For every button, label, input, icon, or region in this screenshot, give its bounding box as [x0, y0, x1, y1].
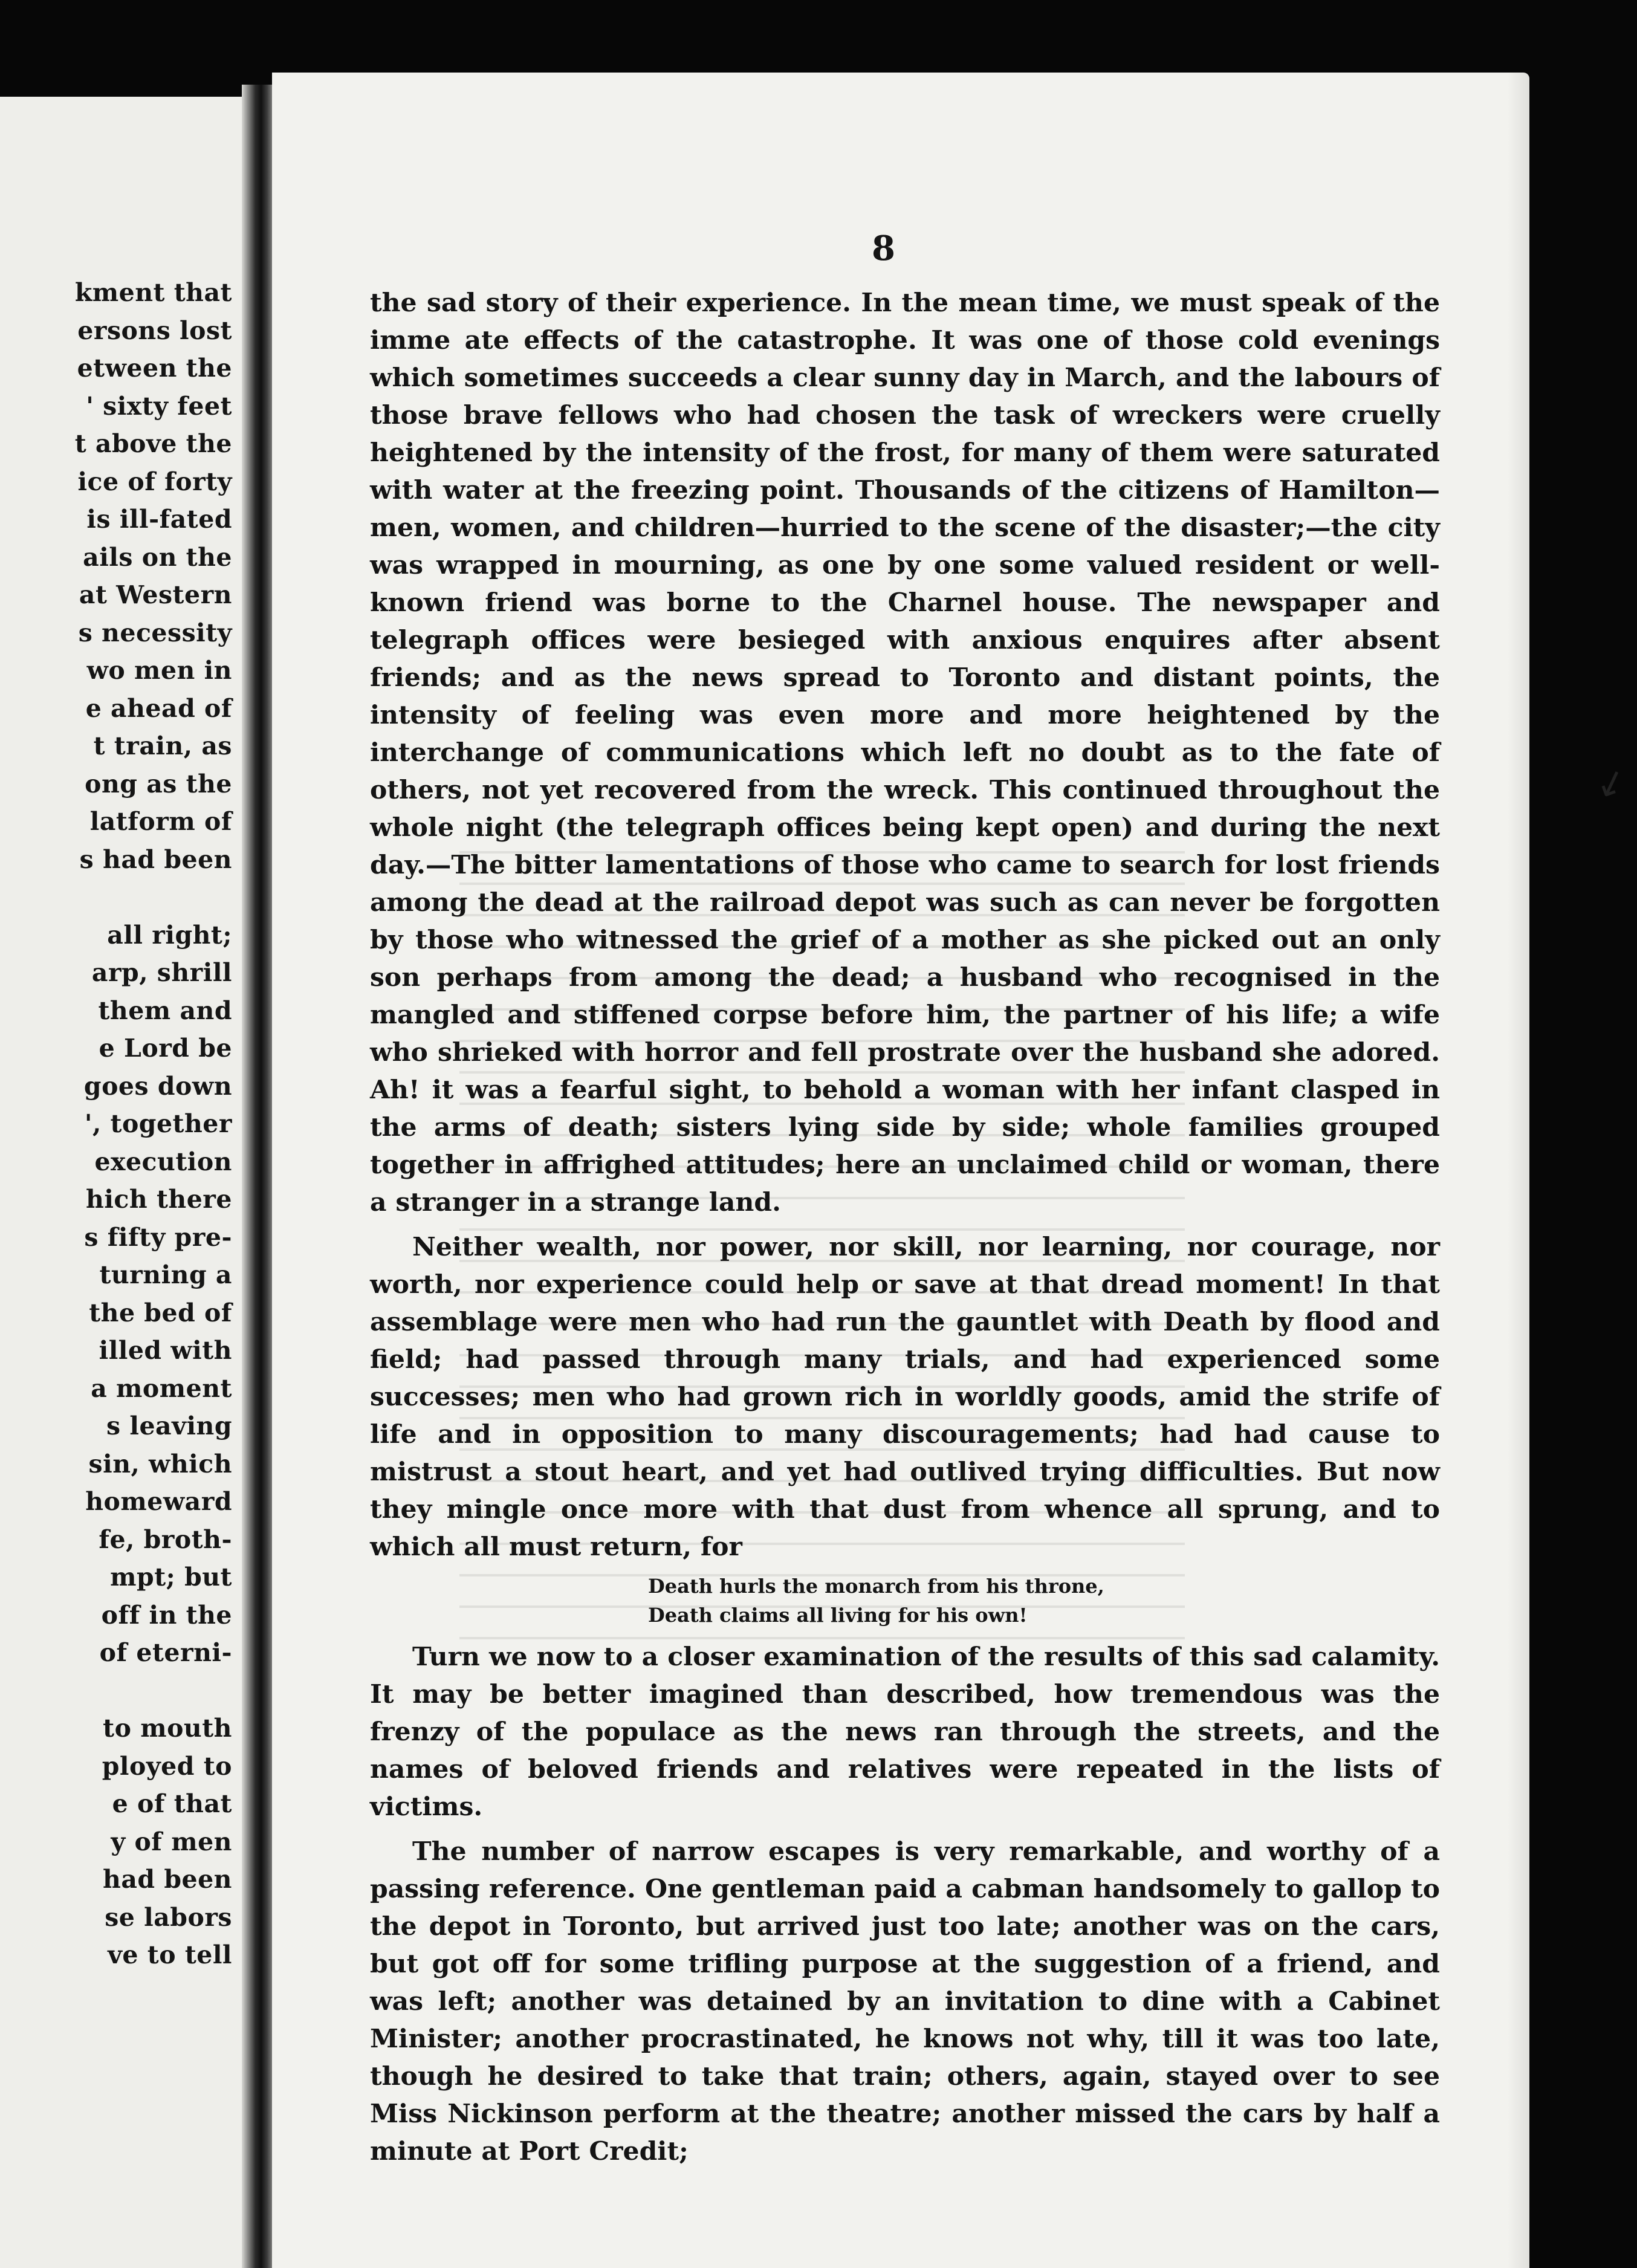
left-page-line: kment that — [74, 278, 232, 307]
left-page-line: ployed to — [102, 1751, 232, 1781]
left-page-line: fe, broth- — [99, 1524, 232, 1554]
left-page-line: is ill-fated — [86, 505, 232, 534]
verse-line-1: Death hurls the monarch from his throne, — [648, 1575, 1104, 1598]
paragraph-1: the sad story of their experience. In the mean time, we must speak of the imme ate effects of the catastrophe. It was one of those cold evenings which sometimes succeeds a clear sunny day in March, and the labours of those brave fellows who had chosen the task of wreckers were cruelly heightened by the intensity of the frost, for many of them were saturated with water at the freezing point. Thousands of the citizens of Hamilton—men, women, and children—hurried to the scene of the disaster;—the city was wrapped in mourning, as one by one some valued resident or well-known friend was borne to the Charnel house. The newspaper and telegraph offices were besieged with anxious enquires after absent friends; and as the news spread to Toronto and distant points, the intensity of feeling was even more and more heightened by the interchange of communications which left no doubt as to the fate of others, not yet recovered from the wreck. This continued throughout the whole night (the telegraph offices being kept open) and during the next day.—The bitter lamentations of those who came to search for lost friends among the dead at the railroad depot was such as can never be forgotten by those who witnessed the grief of a mother as she picked out an only son perhaps from among the dead; a husband who recognised in the mangled and stiffened corpse before him, the partner of his life; a wife who shrieked with horror and fell prostrate over the husband she adored. Ah! it was a fearful sight, to behold a woman with her infant clasped in the arms of death; sisters lying side by side; whole families grouped together in affrighed attitudes; here an unclaimed child or woman, there a stranger in a strange land. — [370, 288, 1440, 1217]
left-page-line: ', together — [84, 1109, 232, 1138]
verse-line-2: Death claims all living for his own! — [648, 1604, 1028, 1627]
left-page-line: to mouth — [103, 1714, 232, 1743]
left-page-line: homeward — [85, 1487, 232, 1516]
left-page-line: of eterni- — [99, 1638, 232, 1667]
left-page-line: arp, shrill — [91, 958, 232, 987]
left-page-line: had been — [103, 1865, 232, 1894]
left-page-line: se labors — [105, 1902, 232, 1932]
page-number: 8 — [872, 228, 895, 268]
margin-mark: ↙ — [1589, 757, 1633, 808]
left-page-line: mpt; but — [110, 1563, 232, 1592]
left-page-line: e Lord be — [99, 1034, 232, 1063]
left-page-line: off in the — [101, 1600, 232, 1630]
left-page-line: them and — [98, 996, 232, 1025]
page-edge-shadow — [1508, 73, 1529, 2268]
left-page-line: a moment — [91, 1373, 232, 1403]
left-page-line: ong as the — [85, 769, 232, 799]
left-page-line: s had been — [79, 844, 232, 874]
left-page-line: s fifty pre- — [84, 1222, 232, 1252]
left-page-line: execution — [94, 1147, 232, 1176]
left-page-line: ice of forty — [77, 467, 232, 496]
paragraph-2: Neither wealth, nor power, nor skill, nor learning, nor courage, nor worth, nor experience could help or save at that dread moment! In that assemblage were men who had run the gauntlet with Death by flood and field; had passed through many trials, and had experienced some successes; men who had grown rich in worldly goods, amid the strife of life and in opposition to many discouragements; had had cause to mistrust a stout heart, and yet had outlived trying difficulties. But now they mingle once more with that dust from whence all sprung, and to which all must return, for — [370, 1232, 1440, 1562]
verse-quote — [370, 1572, 1440, 1630]
left-page-line: etween the — [77, 354, 232, 383]
left-page-fragment — [0, 97, 248, 2268]
left-page-line: at Western — [79, 580, 232, 609]
left-page-line: turning a — [99, 1260, 232, 1289]
left-page-line: sin, which — [88, 1449, 232, 1479]
left-page-line: ve to tell — [108, 1940, 232, 1969]
left-page-line: t above the — [74, 429, 232, 458]
left-page-line: ersons lost — [77, 316, 232, 345]
left-page-line: the bed of — [89, 1298, 232, 1327]
paragraph-3: Turn we now to a closer examination of the results of this sad calamity. It may be better imagined than described, how tremendous was the frenzy of the populace as the news ran through the streets, and the names of beloved friends and relatives were repeated in the lists of victims. — [370, 1642, 1440, 1822]
left-page-line: s leaving — [106, 1411, 232, 1440]
left-page-line: ails on the — [83, 542, 232, 572]
page-body-text — [370, 284, 1440, 2170]
left-page-line: goes down — [83, 1071, 232, 1101]
left-page-line: e ahead of — [85, 693, 232, 723]
left-page-line: t train, as — [93, 731, 232, 760]
paragraph-4: The number of narrow escapes is very remarkable, and worthy of a passing reference. One gentleman paid a cabman handsomely to gallop to the depot in Toronto, but arrived just too late; another was on the cars, but got off for some trifling purpose at the suggestion of a friend, and was left; another was detained by an invitation to dine with a Cabinet Minister; another procrastinated, he knows not why, till it was too late, though he desired to take that train; others, again, stayed over to see Miss Nickinson perform at the theatre; another missed the cars by half a minute at Port Credit; — [370, 1836, 1440, 2166]
left-page-line: illed with — [99, 1336, 232, 1365]
left-page-line: latform of — [89, 807, 232, 836]
left-page-line: e of that — [112, 1789, 232, 1818]
left-page-line: hich there — [86, 1185, 232, 1214]
left-page-line: all right; — [107, 920, 232, 950]
left-page-line: y of men — [111, 1827, 232, 1856]
left-page-line: wo men in — [86, 656, 232, 685]
left-page-line: ' sixty feet — [86, 391, 232, 421]
left-page-line: s necessity — [78, 618, 232, 647]
